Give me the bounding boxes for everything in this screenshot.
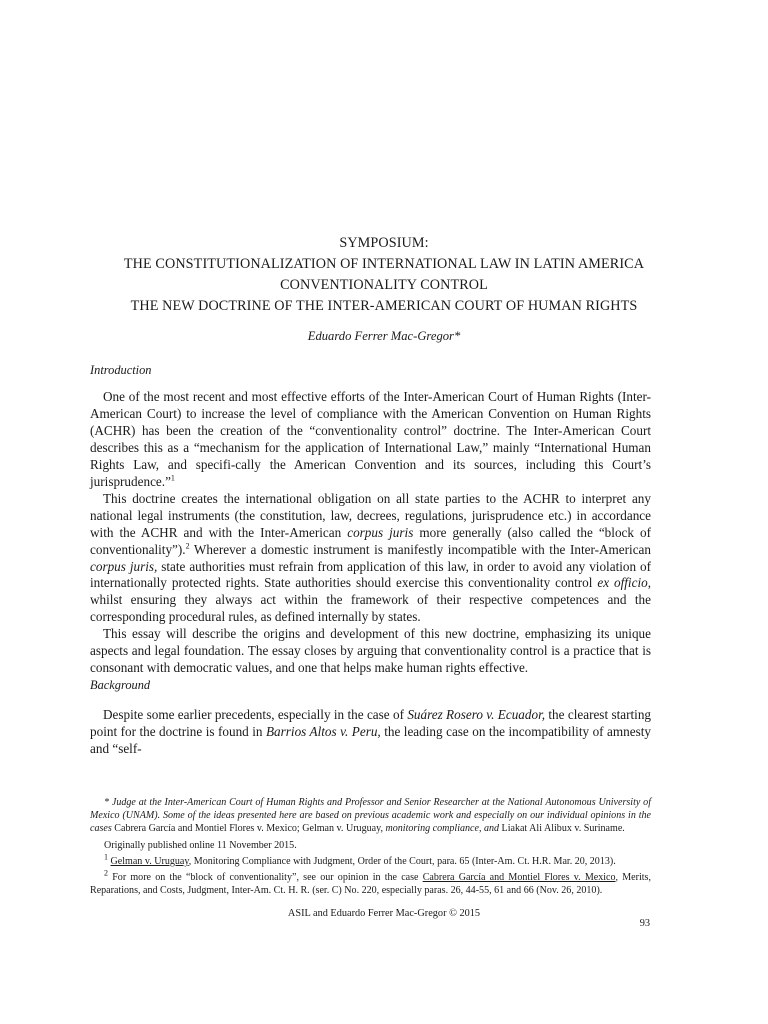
section-heading-background: Background [90,678,151,692]
copyright-line: ASIL and Eduardo Ferrer Mac-Gregor © 2015 [287,908,481,919]
intro-p2-italic-3: ex officio [597,575,648,591]
intro-p1-text: One of the most recent and most effective efforts of the Inter-American Court of Human Rights (Inter-American Court) to increase the level of compliance with the American Convention on Human Rights (ACHR) has been the creation of the “conventionality control” doctrine. The Inter-American Court describes this as a “mechanism for the application of International Law,” mainly “International Human Rights Law, and specifi-cally the American Convention and its sources, including this Court’s jurisprudence.” [90,389,651,489]
fn-star-case-3: Liakat Ali Alibux v. Suriname. [499,823,625,835]
author-name: Eduardo Ferrer Mac-Gregor* [307,329,461,343]
background-body [90,707,651,758]
footnote-1 [90,852,651,868]
intro-paragraph-3: This essay will describe the origins and development of this new doctrine, emphasizing its unique aspects and legal foundation. The essay closes by arguing that conventionality control is a practice that is consonant with democratic values, and one that helps make human rights effective. [90,626,651,676]
intro-p2-italic-1: corpus juris [347,524,414,540]
bg-p1-italic-1: Suárez Rosero v. Ecuador, [407,707,546,722]
intro-paragraph-1 [90,389,651,491]
footnote-1-link[interactable]: Gelman v. Uruguay [110,855,189,867]
introduction-body [90,389,651,677]
footnote-2-link[interactable]: Cabrera García and Montiel Flores v. Mexico [422,872,616,884]
intro-p2-text-c: Wherever a domestic instrument is manifestly incompatible with the Inter-American [189,541,651,557]
footnote-2-number: 2 [104,868,108,878]
article-title [60,233,708,317]
footnote-ref-2[interactable]: 2 [185,541,190,551]
title-line-2: THE CONSTITUTIONALIZATION OF INTERNATIONAL LAW IN LATIN AMERICA [123,256,645,272]
bg-p1-italic-2: Barrios Altos v. Peru, [266,723,381,739]
bg-p1-text-b: the clearest starting point for the doctrine is found in [90,707,652,739]
footnote-published: Originally published online 11 November 2015. [104,839,297,851]
intro-p2-text-e: , whilst ensuring they always act within the framework of their respective competences and the corresponding procedural rules, as defined internally by states. [90,575,651,625]
intro-p2-italic-2: corpus juris, [90,558,158,574]
intro-p2-text-b: more generally (also called the “block of conventionality”). [90,524,651,557]
bg-p1-text-a: Despite some earlier precedents, especially in the case of [103,707,408,722]
footnotes [90,796,651,900]
intro-paragraph-2 [90,491,651,627]
footnote-2 [90,868,651,897]
fn-star-italic: * Judge at the Inter-American Court of Human Rights and Professor and Senior Researcher at the National Autonomous University of Mexico (UNAM). Some of the ideas presented here are based on previous academic work and especially on our individual opinions in the cases [90,797,651,835]
intro-p2-text-d: state authorities must refrain from application of this law, in order to avoid any violation of internationally protected rights. State authorities should exercise this conventionality control [90,558,651,591]
footnote-2-text-b: , Merits, Reparations, and Costs, Judgment, Inter-Am. Ct. H. R. (ser. C) No. 220, especially paras. 26, 44-55, 61 and 66 (Nov. 26, 2010). [90,872,651,897]
background-paragraph-1 [90,707,651,758]
bg-p1-text-c: the leading case on the incompatibility of amnesty and “self- [90,723,651,756]
fn-star-case-2: Gelman v. Uruguay, [299,823,386,835]
footnote-ref-1[interactable]: 1 [170,473,175,483]
footnote-1-text: , Monitoring Compliance with Judgment, Order of the Court, para. 65 (Inter-Am. Ct. H.R. Mar. 20, 2013). [188,855,616,867]
title-line-1: SYMPOSIUM: [339,235,429,251]
title-line-3: CONVENTIONALITY CONTROL [280,277,488,293]
footnote-2-text-a: For more on the “block of conventionality”, see our opinion in the case [108,872,423,884]
fn-star-italic-2: monitoring compliance, and [385,823,500,835]
footnote-author [90,796,651,836]
page-number: 93 [639,918,650,929]
intro-p2-text-a: This doctrine creates the international obligation on all state parties to the ACHR to interpret any national legal instruments (the constitution, law, decrees, regulations, jurisprudence etc.) in accordance with the ACHR and with the Inter-American [90,490,651,540]
title-line-4: THE NEW DOCTRINE OF THE INTER-AMERICAN COURT OF HUMAN RIGHTS [130,298,638,314]
footnote-1-number: 1 [104,852,108,862]
fn-star-case-1: Cabrera García and Montiel Flores v. Mexico; [114,823,300,835]
section-heading-introduction: Introduction [90,363,152,377]
